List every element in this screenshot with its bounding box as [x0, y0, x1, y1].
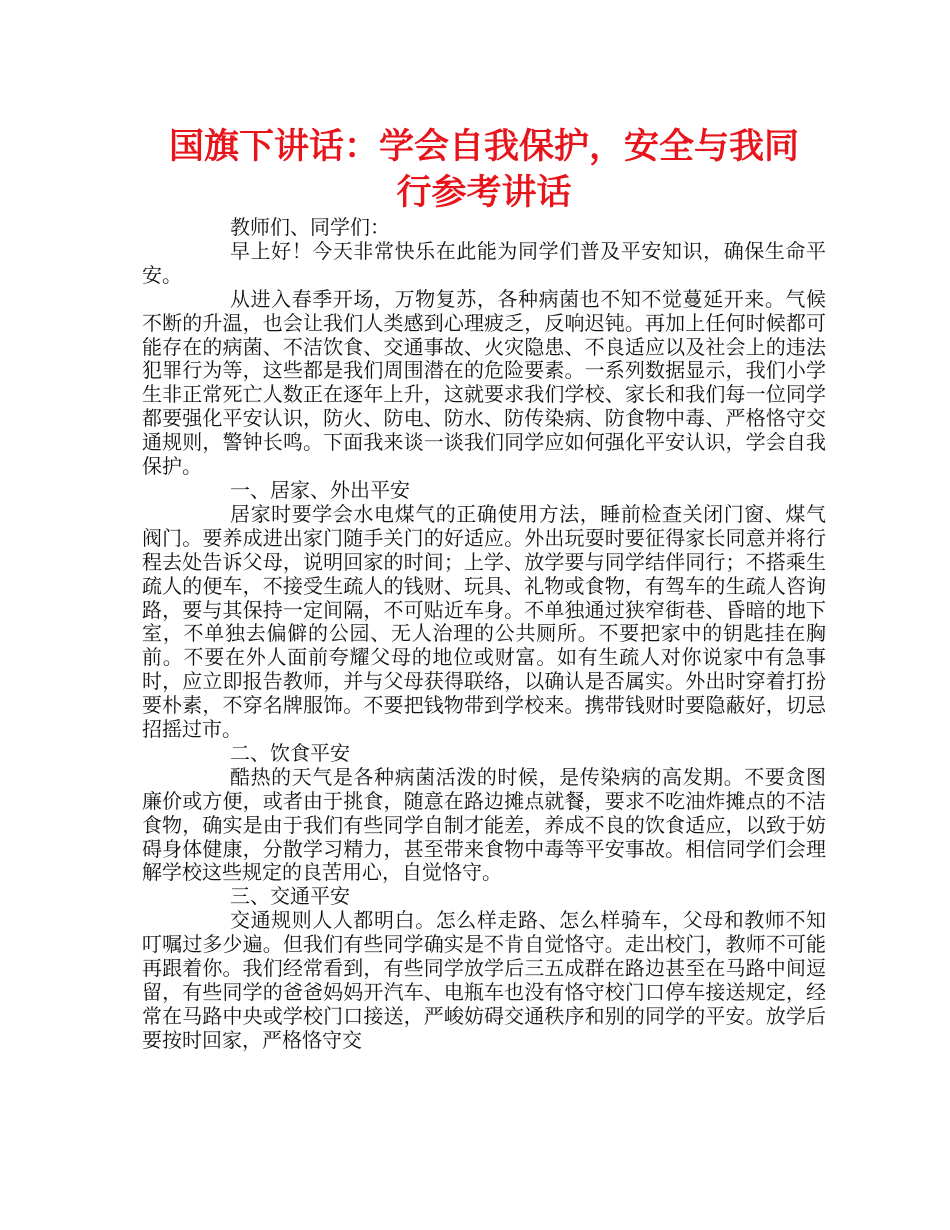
- title-line-2: 行参考讲话: [396, 173, 572, 213]
- title-line-1: 国旗下讲话：学会自我保护，安全与我同: [168, 127, 799, 167]
- section-heading-traffic: 三、交通平安: [230, 884, 350, 909]
- traffic-paragraph: 交通规则人人都明白。怎么样走路、怎么样骑车，父母和教师不知叮嘱过多少遍。但我们有些同学确实是不肯自觉恪守。走出校门，教师不可能再跟着你。我们经常看到，有些同学放学后三五成群在路边甚至在马路中间逗留，有些同学的爸爸妈妈开汽车、电瓶车也没有恪守校门口停车接送规定，经常在马路中央或学校门口接送，严峻妨碍交通秩序和别的同学的平安。放学后要按时回家，严格恪守交: [142, 908, 826, 1052]
- salutation: 教师们、同学们：: [230, 215, 390, 239]
- home-outing-paragraph: 居家时要学会水电煤气的正确使用方法，睡前检查关闭门窗、煤气阀门。要养成进出家门随手关门的好适应。外出玩耍时要征得家长同意并将行程去处告诉父母，说明回家的时间；上学、放学要与同学结伴同行；不搭乘生疏人的便车，不接受生疏人的钱财、玩具、礼物或食物，有驾车的生疏人咨询路，要与其保持一定间隔，不可贴近车身。不单独通过狭窄街巷、昏暗的地下室，不单独去偏僻的公园、无人治理的公共厕所。不要把家中的钥匙挂在胸前。不要在外人面前夸耀父母的地位或财富。如有生疏人对你说家中有急事时，应立即报告教师，并与父母获得联络，以确认是否属实。外出时穿着打扮要朴素，不穿名牌服饰。不要把钱物带到学校来。携带钱财时要隐蔽好，切忌招摇过市。: [142, 501, 826, 742]
- section-heading-food: 二、饮食平安: [230, 740, 350, 765]
- document-page: [142, 122, 826, 1053]
- document-title: [142, 122, 826, 216]
- food-paragraph: 酷热的天气是各种病菌活泼的时候，是传染病的高发期。不要贪图廉价或方便，或者由于挑食，随意在路边摊点就餐，要求不吃油炸摊点的不洁食物，确实是由于我们有些同学自制才能差，养成不良的饮食适应，以致于妨碍身体健康，分散学习精力，甚至带来食物中毒等平安事故。相信同学们会理解学校这些规定的良苦用心，自觉恪守。: [142, 764, 826, 885]
- document-body: [142, 216, 826, 1053]
- section-heading-home-outing: 一、居家、外出平安: [230, 477, 410, 502]
- intro-paragraph: 从进入春季开场，万物复苏，各种病菌也不知不觉蔓延开来。气候不断的升温，也会让我们人类感到心理疲乏，反响迟钝。再加上任何时候都可能存在的病菌、不洁饮食、交通事故、火灾隐患、不良适应以及社会上的违法犯罪行为等，这些都是我们周围潜在的危险要素。一系列数据显示，我们小学生非正常死亡人数正在逐年上升，这就要求我们学校、家长和我们每一位同学都要强化平安认识，防火、防电、防水、防传染病、防食物中毒、严格恪守交通规则，警钟长鸣。下面我来谈一谈我们同学应如何强化平安认识，学会自我保护。: [142, 286, 826, 479]
- greeting-paragraph: 早上好！今天非常快乐在此能为同学们普及平安知识，确保生命平安。: [142, 238, 826, 287]
